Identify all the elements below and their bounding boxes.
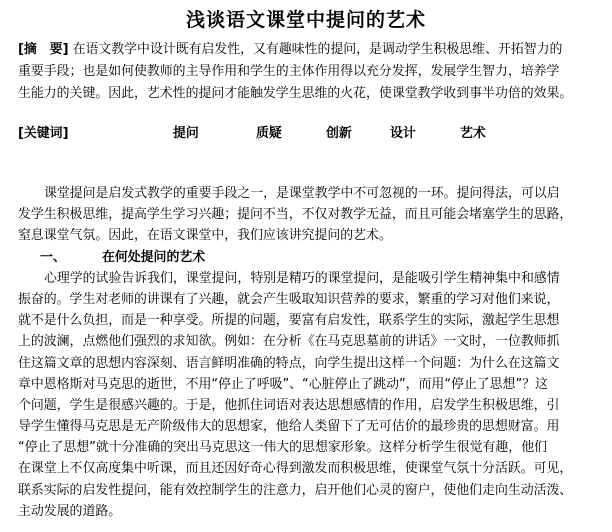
section-heading <box>18 247 612 268</box>
paragraph-line: 上的波澜，点燃他们强烈的求知欲。例如：在分析《在马克思墓前的讲话》一文时，一位教师抓 <box>18 334 560 350</box>
keyword-item: 设计 <box>390 126 416 141</box>
paragraph-line: “停止了思想”就十分准确的突出马克思这一伟大的思想家形象。这样分析学生很觉有趣，他们 <box>18 440 547 456</box>
intro-line: 课堂提问是启发式教学的重要手段之一，是课堂教学中不可忽视的一环。提问得法，可以启 <box>44 186 560 201</box>
section-title: 在何处提问的艺术 <box>102 249 206 265</box>
abstract-tag: [摘 要] <box>18 42 69 57</box>
keyword-item: 提问 <box>173 126 199 141</box>
paragraph-line: 住这篇文章的思想内容深刻、语言鲜明准确的特点，向学生提出这样一个问题：为什么在这篇文 <box>18 355 560 371</box>
paragraph-line: 主动发展的道路。 <box>18 503 122 519</box>
intro-line: 发学生积极思维，提高学生学习兴趣；提问不当，不仅对教学无益，而且可能会堵塞学生的思路， <box>18 207 573 223</box>
article-body <box>18 183 612 522</box>
paragraph-line: 振奋的。学生对老师的讲课有了兴趣，就会产生吸取知识营养的要求，繁重的学习对他们来说， <box>18 291 560 307</box>
abstract-text: 在语文教学中设计既有启发性，又有趣味性的提问，是调动学生积极思维、开拓智力的 <box>72 42 563 57</box>
article-title: 浅谈语文课堂中提问的艺术 <box>185 9 426 31</box>
keyword-item: 质疑 <box>256 126 282 141</box>
abstract-line <box>18 39 612 61</box>
keyword-item: 艺术 <box>460 126 486 141</box>
abstract-block <box>18 39 612 105</box>
paragraph-line: 导学生懂得马克思是无产阶级伟大的思想家，他给人类留下了无可估价的最珍贵的思想财富。用 <box>18 419 560 435</box>
paragraph-line: 章中恩格斯对马克思的逝世，不用“停止了呼吸”、“心脏停止了跳动”，而用“停止了思想”？这 <box>18 376 548 392</box>
paragraph-line: 心理学的试验告诉我们，课堂提问，特别是精巧的课堂提问，是能吸引学生精神集中和感情 <box>44 270 560 286</box>
keywords-row <box>18 123 598 145</box>
paragraph-line: 联系实际的启发性提问，能有效控制学生的注意力，启开他们心灵的窗户，使他们走向生动活泼、 <box>18 482 573 498</box>
section-number: 一、 <box>40 249 66 265</box>
abstract-line: 生能力的关键。因此，艺术性的提问才能触发学生思维的火花，使课堂教学收到事半功倍的效果。 <box>18 86 573 101</box>
keywords-label: [关键词] <box>18 126 69 141</box>
paragraph-line: 个问题，学生是很感兴趣的。于是，他抓住词语对表达思想感情的作用，启发学生积极思维，引 <box>18 397 560 413</box>
paragraph-line: 在课堂上不仅高度集中听课，而且还因好奇心得到激发而积极思维，使课堂气氛十分活跃。可见， <box>18 461 573 477</box>
intro-line: 窒息课堂气氛。因此，在语文课堂中，我们应该讲究提问的艺术。 <box>18 228 392 244</box>
paragraph-line: 就不是什么负担，而是一种享受。所提的问题，要富有启发性，联系学生的实际，激起学生思想 <box>18 313 560 329</box>
keyword-item: 创新 <box>326 126 352 141</box>
abstract-line: 重要手段；也是如何使教师的主导作用和学生的主体作用得以充分发挥，发展学生智力，培养学 <box>18 64 560 79</box>
